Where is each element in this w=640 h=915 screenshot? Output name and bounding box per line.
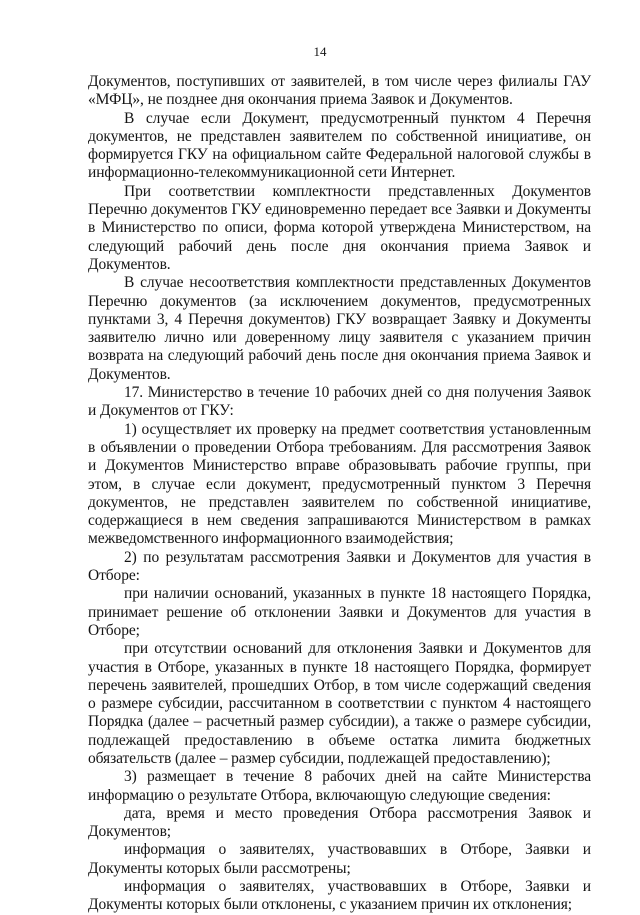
paragraph: при отсутствии оснований для отклонения Заявки и Документов для участия в Отборе, указанных в пункте 18 настоящего Порядка, формирует перечень заявителей, прошедших Отбор, в том числе содержащий сведения о размере субсидии, рассчитанном в соответствии с пунктом 4 настоящего Порядка (далее – расчетный размер субсидии), а также о размере субсидии, подлежащей предоставлению в объеме остатка лимита бюджетных обязательств (далее – размер субсидии, подлежащей предоставлению); bbox=[88, 640, 591, 767]
paragraph: При соответствии комплектности представленных Документов Перечню документов ГКУ единовременно передает все Заявки и Документы в Министерство по описи, форма которой утверждена Министерством, на следующий рабочий день после дня окончания приема Заявок и Документов. bbox=[88, 182, 591, 273]
paragraph: 3) размещает в течение 8 рабочих дней на сайте Министерства информацию о результате Отбора, включающую следующие сведения: bbox=[88, 768, 591, 804]
paragraph: В случае если Документ, предусмотренный пунктом 4 Перечня документов, не представлен заявителем по собственной инициативе, он формируется ГКУ на официальном сайте Федеральной налоговой службы в информационно-телекоммуникационной сети Интернет. bbox=[88, 109, 591, 182]
paragraph: информация о заявителях, участвовавших в Отборе, Заявки и Документы которых были отклонены, с указанием причин их отклонения; bbox=[88, 878, 591, 914]
page-number: 14 bbox=[313, 44, 327, 59]
paragraph: информация о заявителях, участвовавших в Отборе, Заявки и Документы которых были рассмотрены; bbox=[88, 841, 591, 877]
paragraph: дата, время и место проведения Отбора рассмотрения Заявок и Документов; bbox=[88, 804, 591, 841]
paragraph: 17. Министерство в течение 10 рабочих дней со дня получения Заявок и Документов от ГКУ: bbox=[88, 384, 591, 420]
paragraph: 2) по результатам рассмотрения Заявки и Документов для участия в Отборе: bbox=[88, 548, 591, 585]
paragraph: 1) осуществляет их проверку на предмет соответствия установленным в объявлении о проведении Отбора требованиям. Для рассмотрения Заявок и Документов Министерство вправе образовывать рабочие группы, при этом, в случае если документ, предусмотренный пунктом 3 Перечня документов, не представлен заявителем по собственной инициативе, содержащиеся в нем сведения запрашиваются Министерством в рамках межведомственного информационного взаимодействия; bbox=[88, 420, 591, 548]
paragraph: Документов, поступивших от заявителей, в том числе через филиалы ГАУ «МФЦ», не позднее дня окончания приема Заявок и Документов. bbox=[88, 73, 591, 109]
paragraph: при наличии оснований, указанных в пункте 18 настоящего Порядка, принимает решение об отклонении Заявки и Документов для участия в Отборе; bbox=[88, 585, 591, 639]
paragraph: В случае несоответствия комплектности представленных Документов Перечню документов (за исключением документов, предусмотренных пунктами 3, 4 Перечня документов) ГКУ возвращает Заявку и Документы заявителю лично или доверенному лицу заявителя с указанием причин возврата на следующий рабочий день после дня окончания приема Заявок и Документов. bbox=[88, 274, 591, 383]
document-body bbox=[88, 73, 591, 915]
